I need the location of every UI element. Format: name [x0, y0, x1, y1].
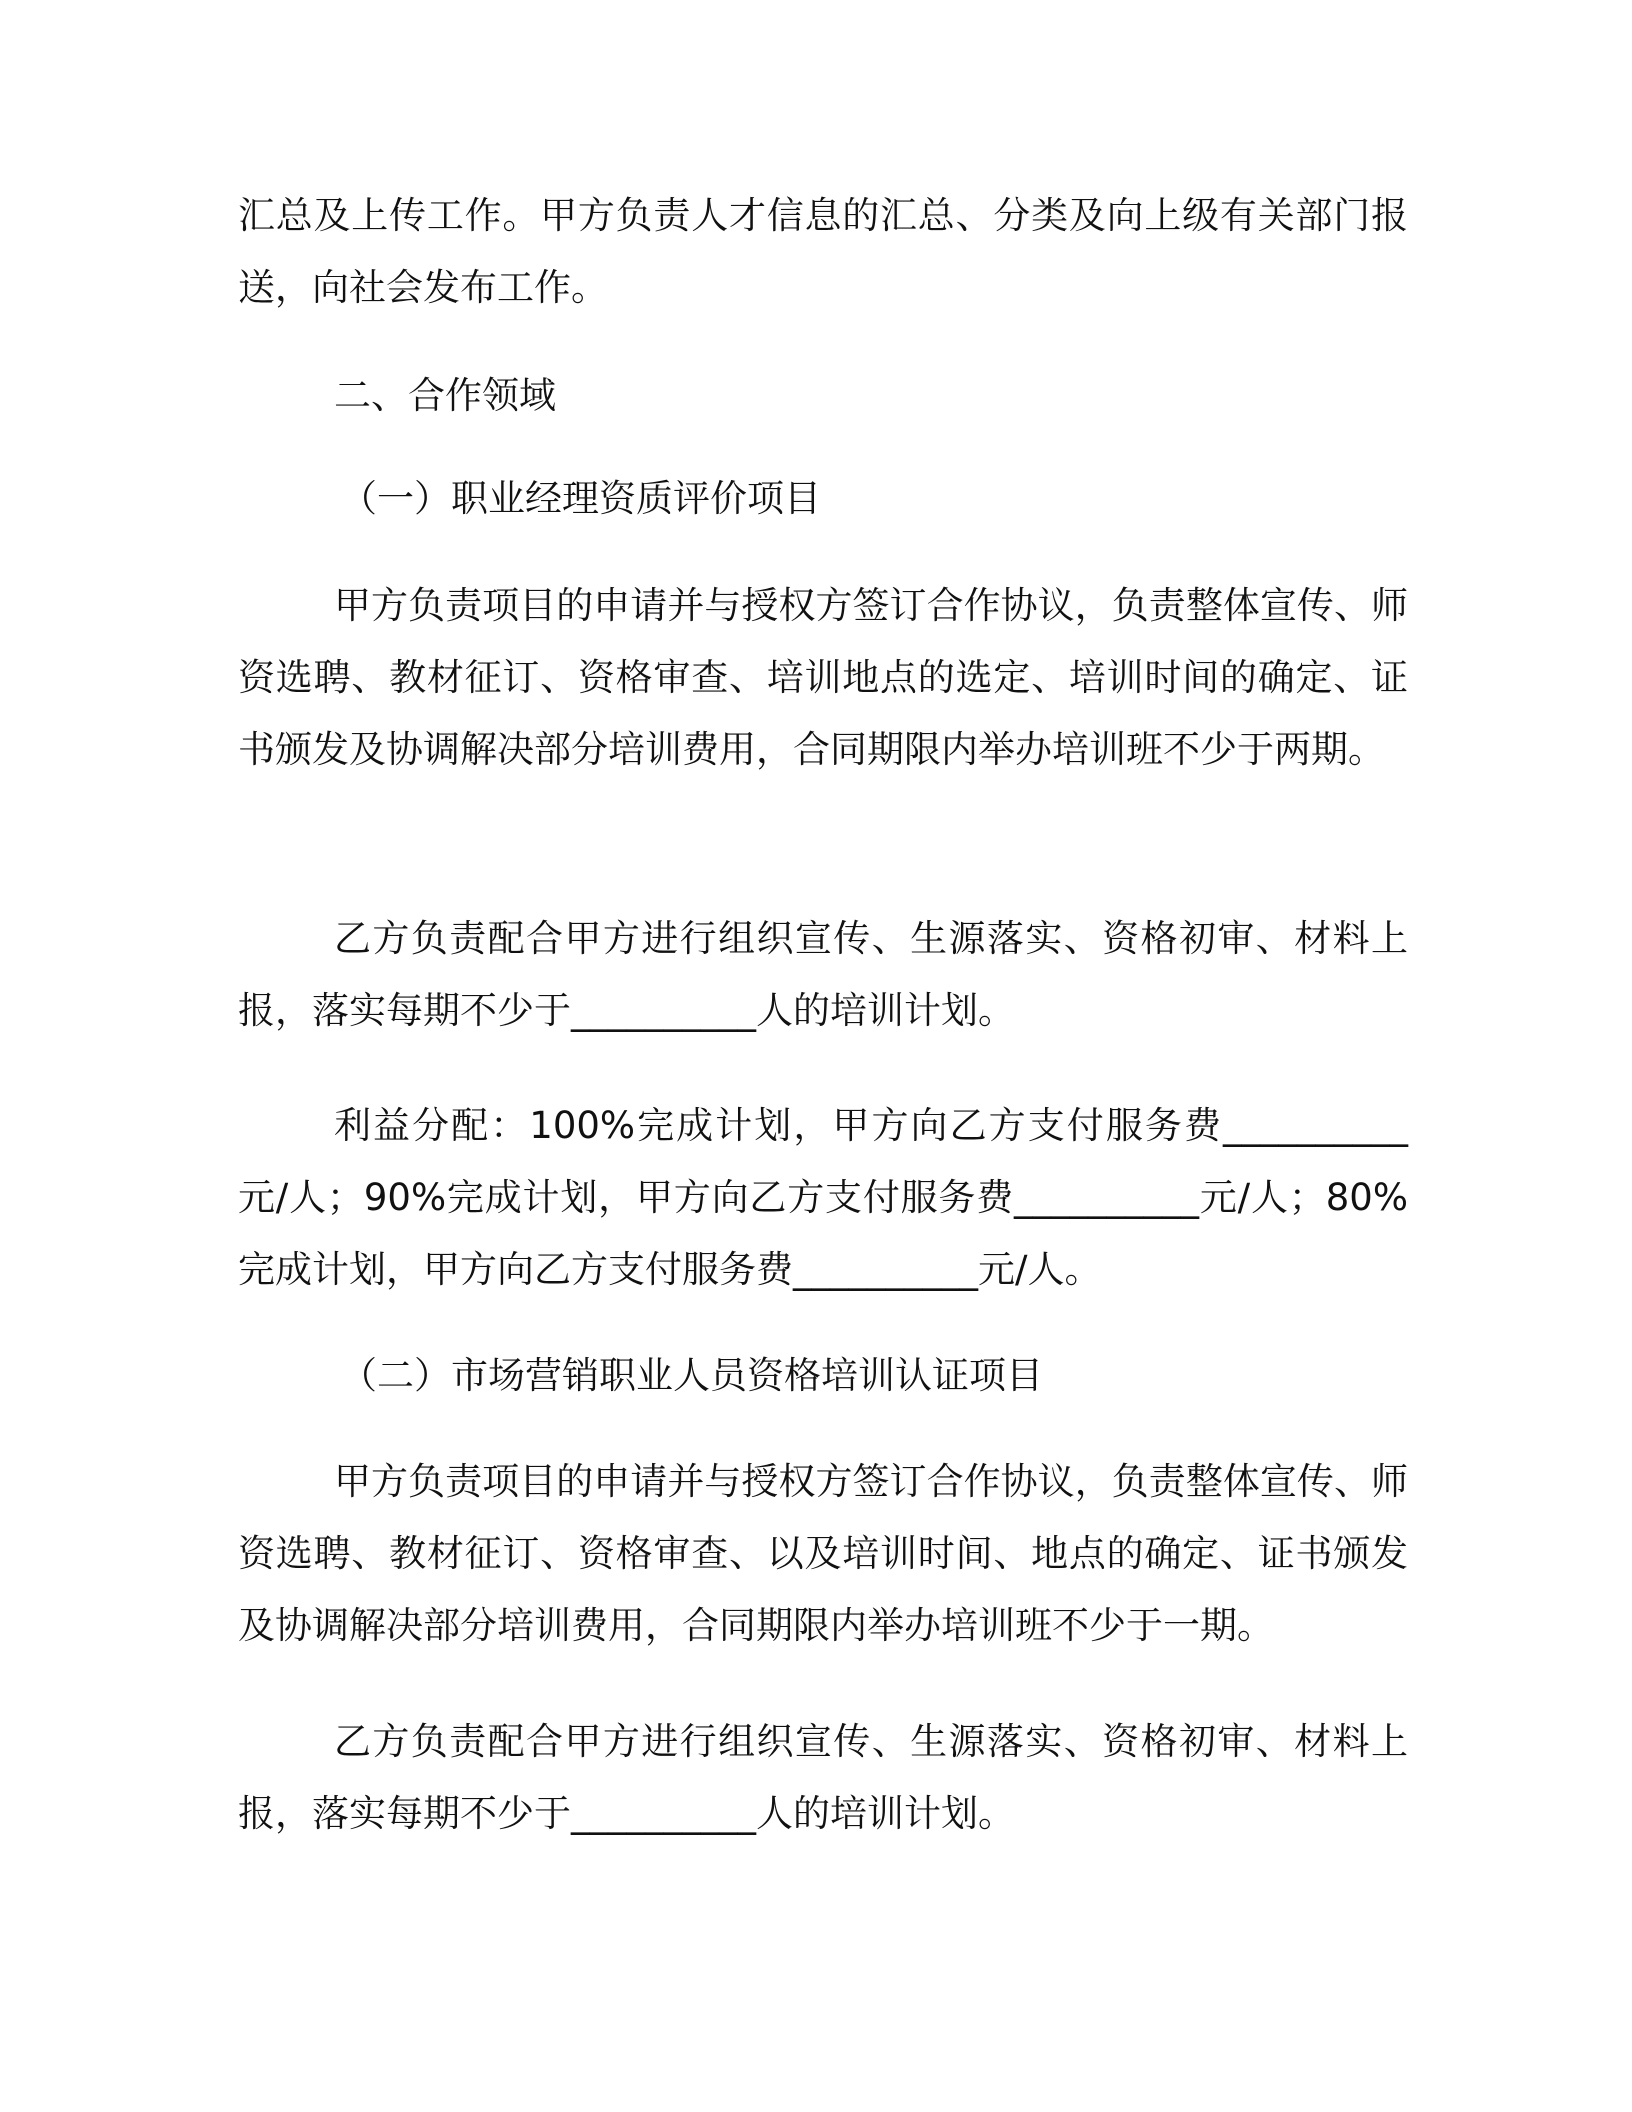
paragraph-party-a-duties-1: 甲方负责项目的申请并与授权方签订合作协议，负责整体宣传、师资选聘、教材征订、资格审查、培训地点的选定、培训时间的确定、证书颁发及协调解决部分培训费用，合同期限内举办培训班不少于两期。 [238, 584, 1408, 771]
section-heading-cooperation-areas: 二、合作领域 [334, 374, 556, 417]
paragraph-party-b-duties-2: 乙方负责配合甲方进行组织宣传、生源落实、资格初审、材料上报，落实每期不少于__________人的培训计划。 [238, 1720, 1408, 1835]
paragraph-party-a-duties-2: 甲方负责项目的申请并与授权方签订合作协议，负责整体宣传、师资选聘、教材征订、资格审查、以及培训时间、地点的确定、证书颁发及协调解决部分培训费用，合同期限内举办培训班不少于一期。 [238, 1460, 1408, 1647]
subsection-heading-marketing-certification: （二）市场营销职业人员资格培训认证项目 [340, 1354, 1043, 1397]
paragraph-party-b-duties-1: 乙方负责配合甲方进行组织宣传、生源落实、资格初审、材料上报，落实每期不少于__________人的培训计划。 [238, 917, 1408, 1032]
paragraph-talent-info: 汇总及上传工作。甲方负责人才信息的汇总、分类及向上级有关部门报送，向社会发布工作。 [238, 194, 1408, 309]
subsection-heading-professional-manager: （一）职业经理资质评价项目 [340, 477, 821, 520]
paragraph-profit-distribution: 利益分配：100%完成计划，甲方向乙方支付服务费__________元/人；90%完成计划，甲方向乙方支付服务费__________元/人；80%完成计划，甲方向乙方支付服务费__________元/人。 [238, 1104, 1408, 1291]
